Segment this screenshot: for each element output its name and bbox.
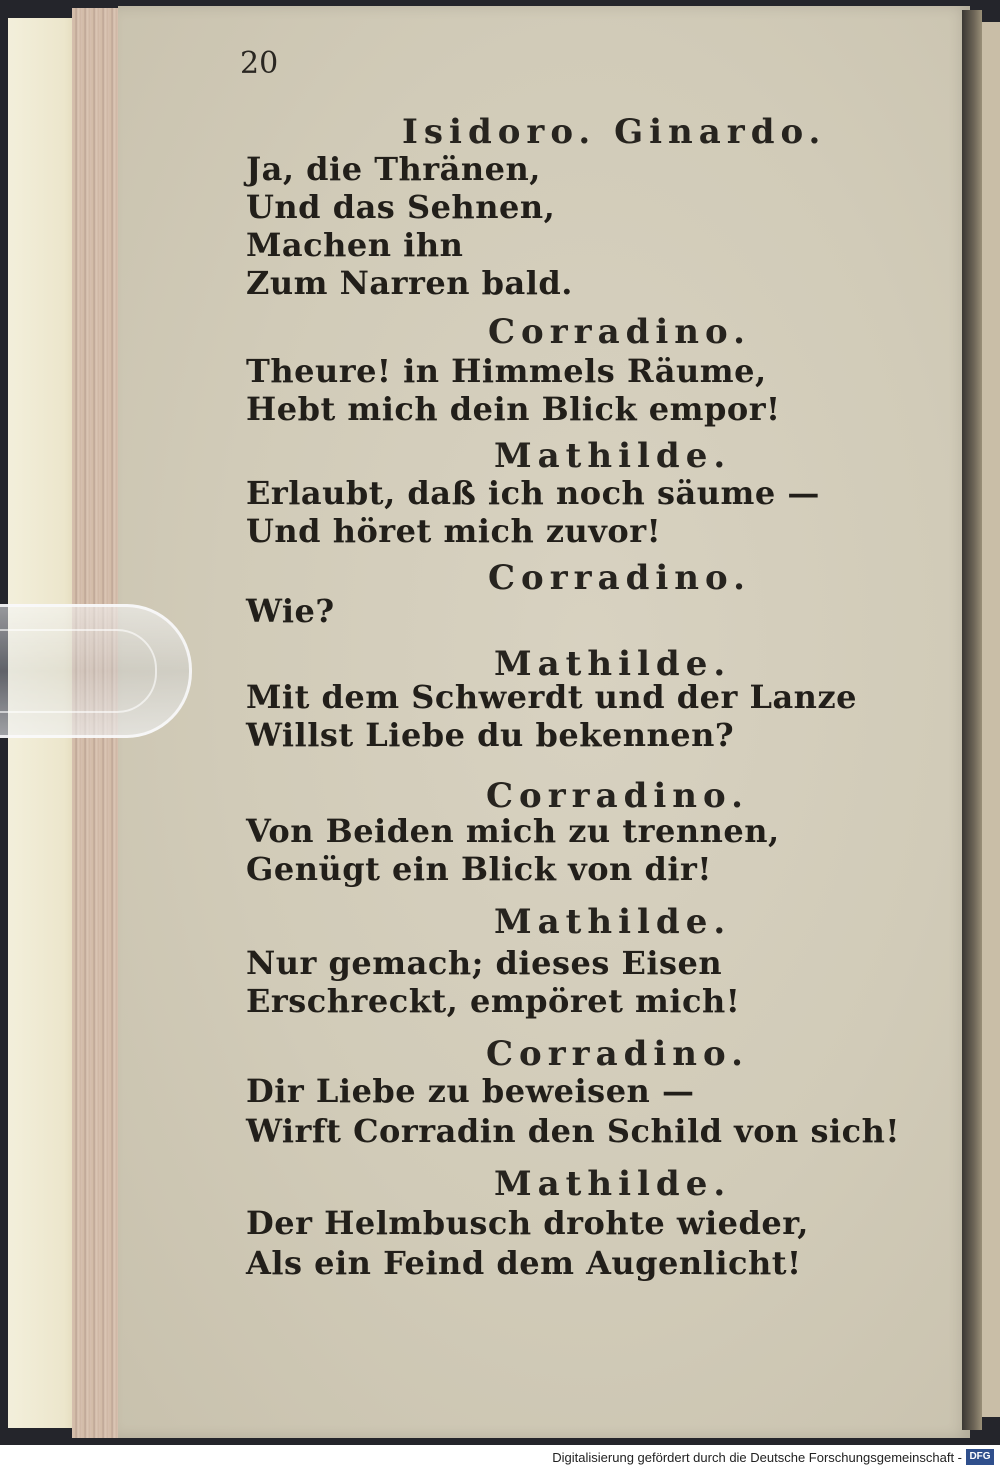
verse-line: Zum Narren bald. xyxy=(246,264,573,302)
verse-line: Wie? xyxy=(246,592,335,630)
verse-line: Mit dem Schwerdt und der Lanze xyxy=(246,678,857,716)
verse-line: Erlaubt, daß ich noch säume — xyxy=(246,474,820,512)
glass-page-holder xyxy=(0,604,192,738)
verse-line: Der Helmbusch drohte wieder, xyxy=(246,1204,809,1242)
dfg-logo: DFG xyxy=(966,1449,994,1465)
speaker-label: Mathilde. xyxy=(494,436,732,476)
verse-line: Und höret mich zuvor! xyxy=(246,512,662,550)
verse-line: Und das Sehnen, xyxy=(246,188,556,226)
verse-line: Wirft Corradin den Schild von sich! xyxy=(246,1112,900,1150)
speaker-label: Mathilde. xyxy=(494,1164,732,1204)
verse-line: Von Beiden mich zu trennen, xyxy=(246,812,780,850)
verse-line: Machen ihn xyxy=(246,226,464,264)
binding-gutter xyxy=(962,10,982,1430)
speaker-label: Corradino. xyxy=(488,312,751,352)
speaker-label: Mathilde. xyxy=(494,644,732,684)
verse-line: Ja, die Thränen, xyxy=(246,150,541,188)
funding-credit: Digitalisierung gefördert durch die Deutsche Forschungsgemeinschaft - xyxy=(552,1450,962,1465)
speaker-label: Corradino. xyxy=(486,1034,749,1074)
verse-line: Willst Liebe du bekennen? xyxy=(246,716,735,754)
next-page-sliver xyxy=(982,22,1000,1417)
verse-line: Nur gemach; dieses Eisen xyxy=(246,944,723,982)
verse-line: Theure! in Himmels Räume, xyxy=(246,352,767,390)
verse-line: Erschreckt, empöret mich! xyxy=(246,982,741,1020)
verse-line: Hebt mich dein Blick empor! xyxy=(246,390,781,428)
speaker-label: Corradino. xyxy=(488,558,751,598)
glass-holder-highlight xyxy=(0,629,157,713)
verse-line: Dir Liebe zu beweisen — xyxy=(246,1072,695,1110)
footer-bar xyxy=(0,1445,1000,1472)
speaker-label: Isidoro. Ginardo. xyxy=(402,112,827,152)
verse-line: Als ein Feind dem Augenlicht! xyxy=(246,1244,802,1282)
page-number: 20 xyxy=(240,46,279,81)
speaker-label: Corradino. xyxy=(486,776,749,816)
speaker-label: Mathilde. xyxy=(494,902,732,942)
verse-line: Genügt ein Blick von dir! xyxy=(246,850,712,888)
